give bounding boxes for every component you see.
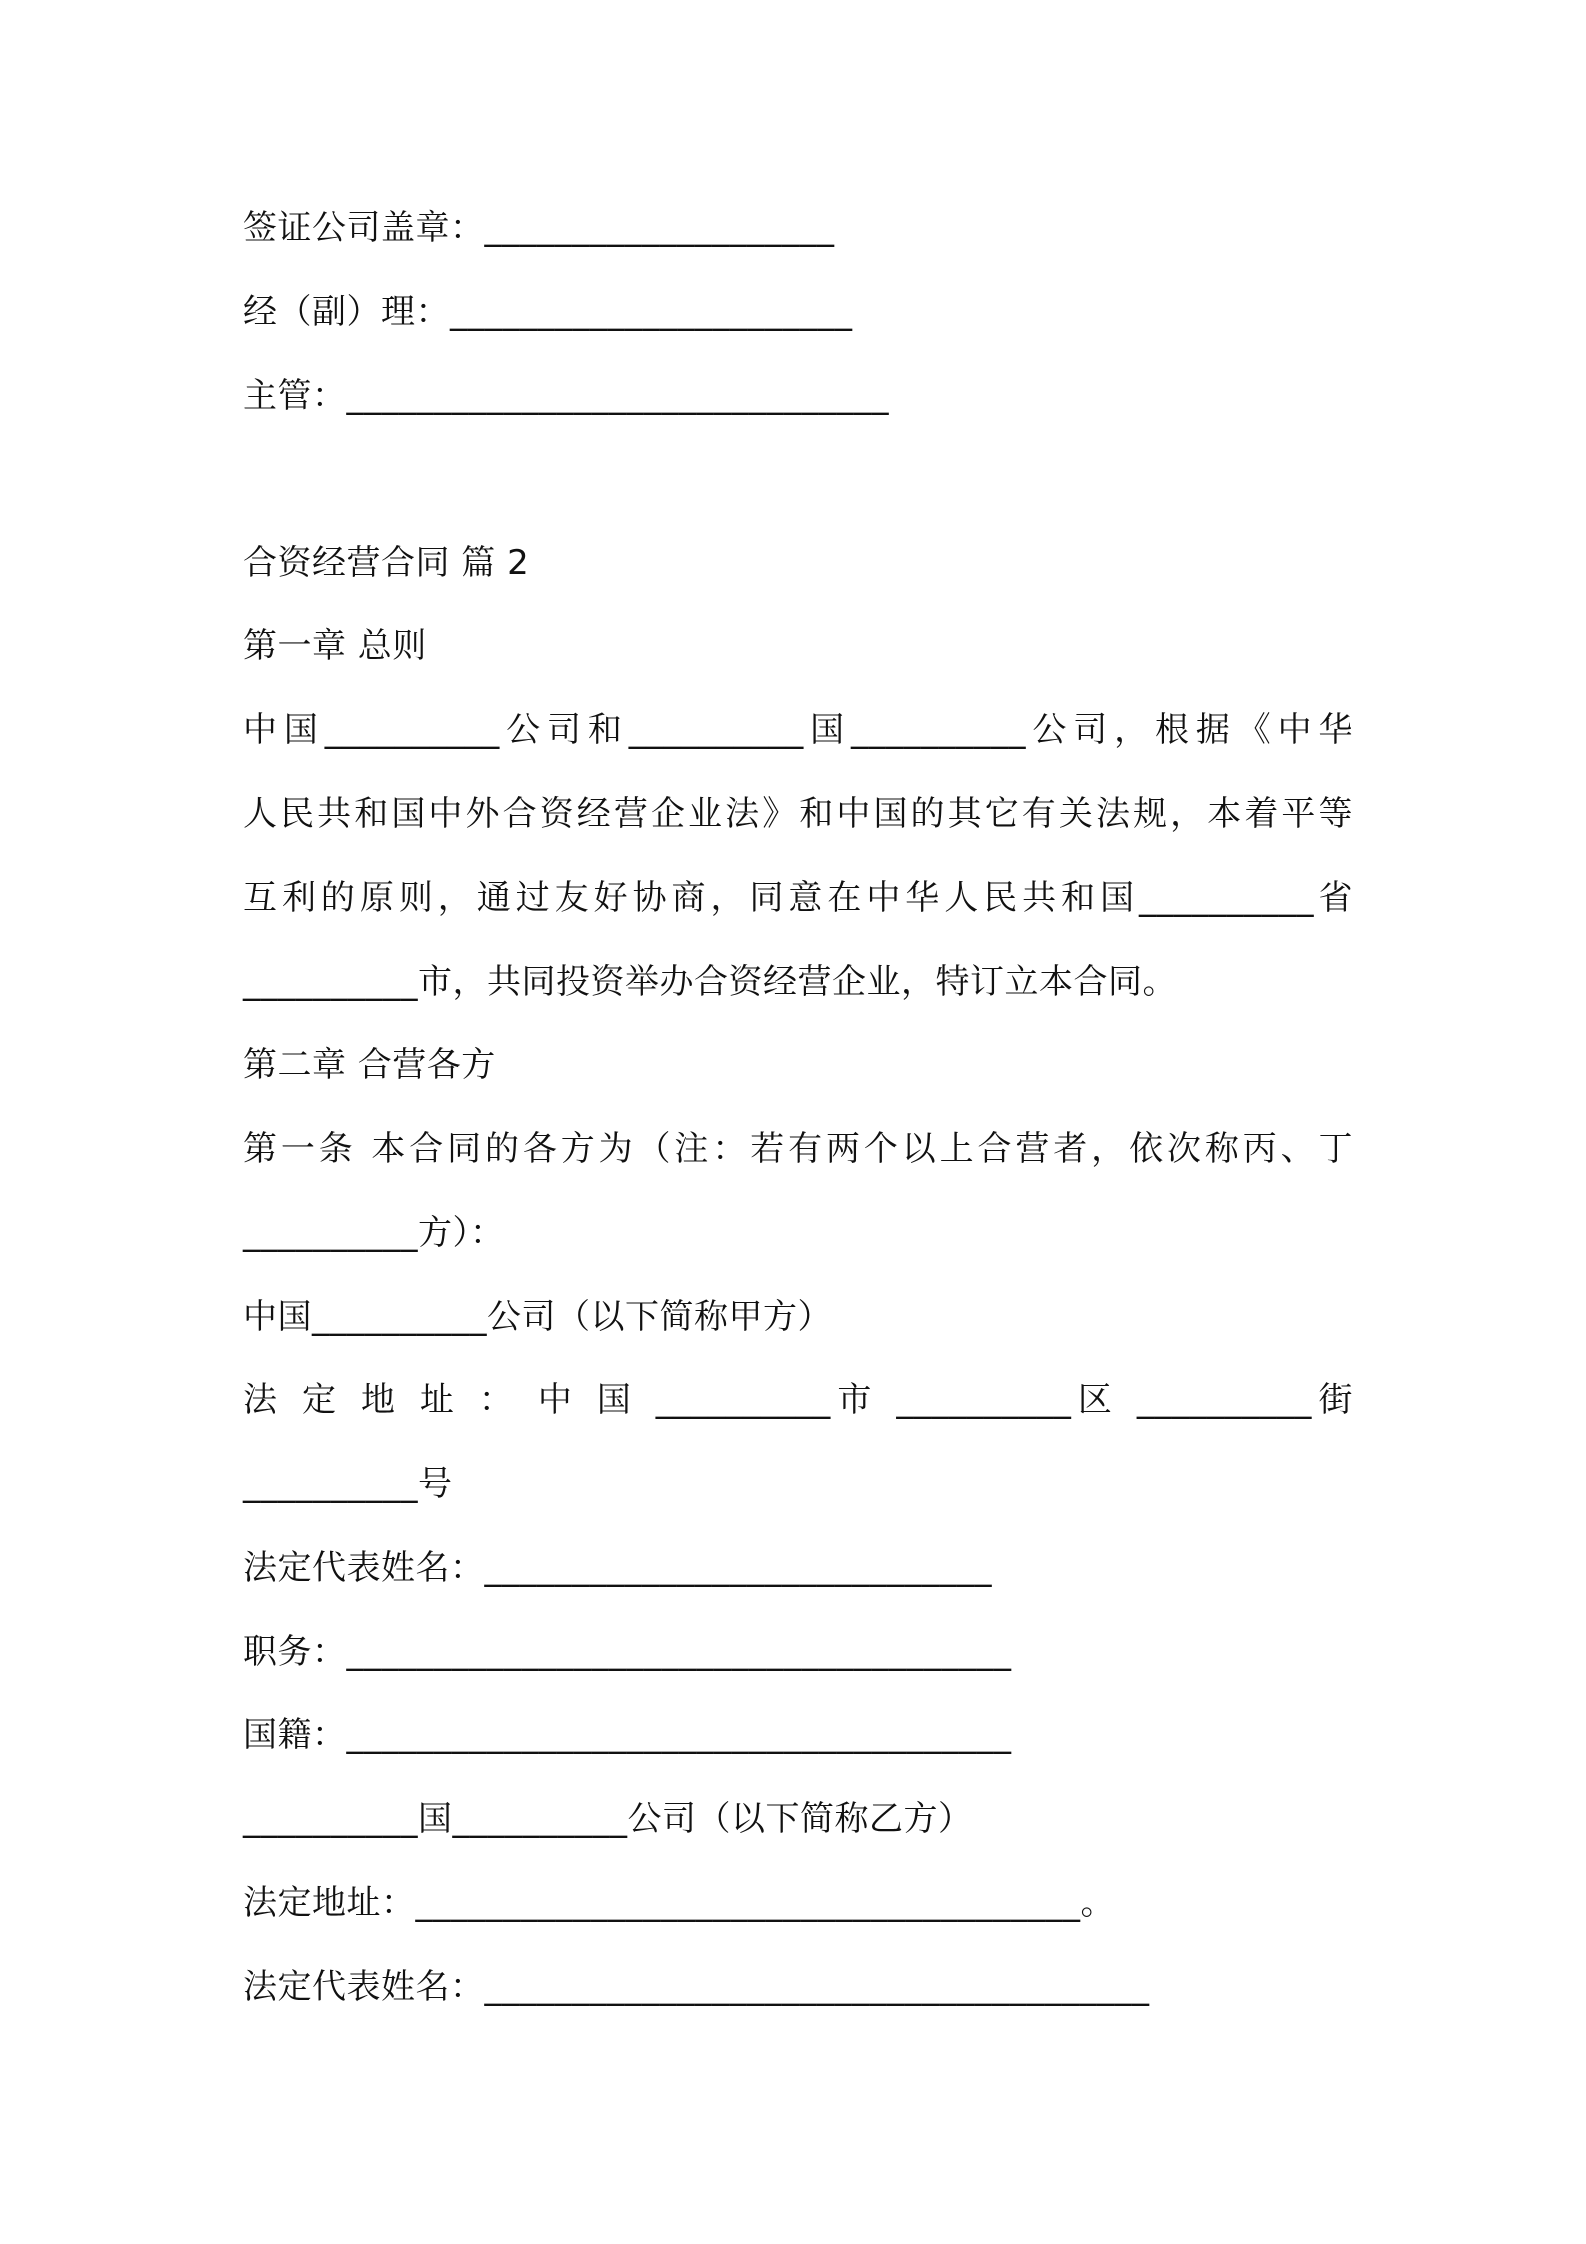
party-a-nationality-line: 国籍：______________________________________	[243, 1715, 1012, 1755]
party-a-line: 中国__________公司（以下简称甲方）	[243, 1297, 832, 1337]
chapter1-title: 第一章 总则	[243, 626, 427, 666]
chapter1-paragraph-line-2: 人民共和国中外合资经营企业法》和中国的其它有关法规，本着平等	[243, 794, 1353, 834]
manager-line: 经（副）理：_______________________	[243, 292, 853, 332]
party-a-address-line-2: __________号	[243, 1464, 453, 1504]
chapter1-paragraph-line-4: __________市，共同投资举办合资经营企业，特订立本合同。	[243, 962, 1177, 1002]
party-b-representative-line: 法定代表姓名：______________________________________	[243, 1967, 1150, 2007]
chapter2-title: 第二章 合营各方	[243, 1045, 496, 1085]
party-a-position-line: 职务：______________________________________	[243, 1632, 1012, 1672]
party-b-address-line: 法定地址：______________________________________。	[243, 1883, 1115, 1923]
company-seal-line: 签证公司盖章：____________________	[243, 208, 835, 248]
chapter1-paragraph-line-3: 互利的原则，通过友好协商，同意在中华人民共和国__________省	[243, 878, 1353, 918]
party-a-representative-line: 法定代表姓名：_____________________________	[243, 1548, 992, 1588]
party-b-line: __________国__________公司（以下简称乙方）	[243, 1799, 973, 1839]
article1-line-2: __________方）：	[243, 1213, 505, 1253]
party-a-address-line-1: 法 定 地 址 ： 中 国 __________市 __________区 __________街	[243, 1380, 1353, 1420]
article1-line-1: 第一条 本合同的各方为（注：若有两个以上合营者，依次称丙、丁	[243, 1129, 1353, 1169]
section-title: 合资经营合同 篇 2	[243, 543, 530, 583]
supervisor-line: 主管：_______________________________	[243, 376, 889, 416]
chapter1-paragraph-line-1: 中国__________公司和__________国__________公司，根据《中华	[243, 710, 1353, 750]
